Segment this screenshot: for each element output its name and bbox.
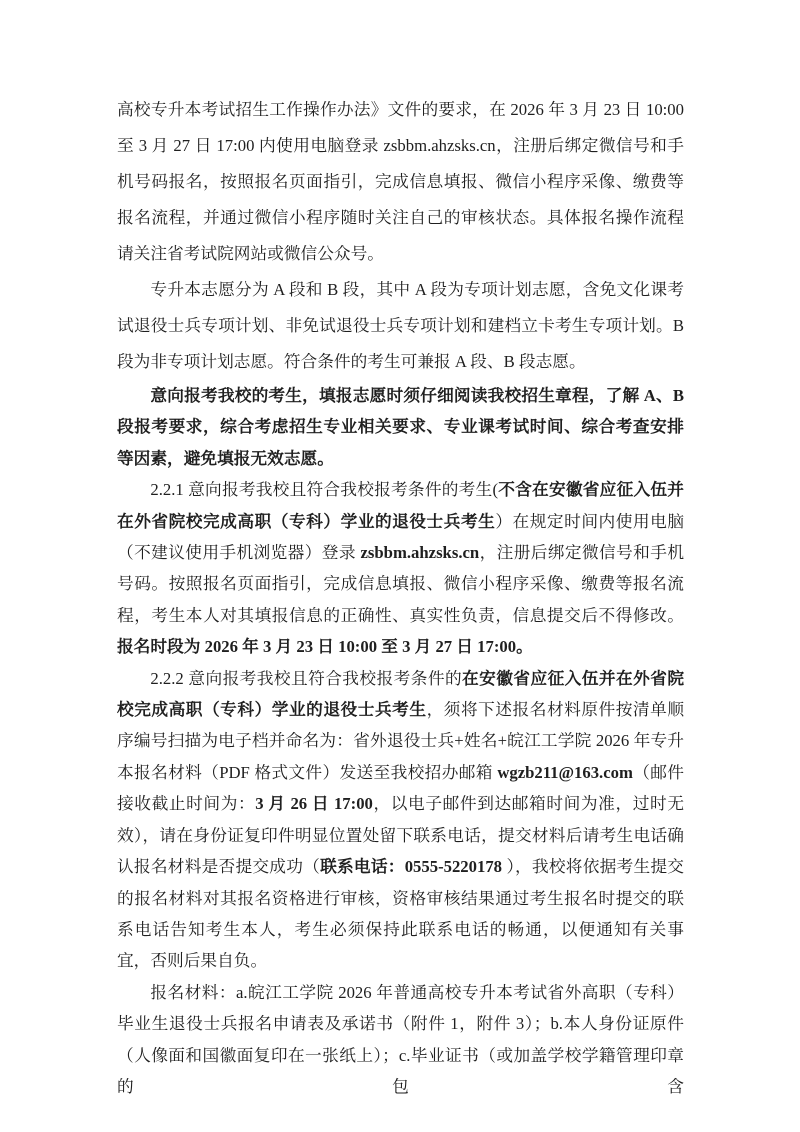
bold-text-run: 在安徽省应征入伍并在外省院校完成高职（专科）学业的退役士兵考生 [117, 668, 685, 720]
bold-text-run: wgzb211@163.com [497, 762, 633, 782]
document-paragraph [117, 474, 684, 662]
text-run: （邮件接收截止时间为： [117, 762, 684, 814]
document-paragraph [117, 380, 684, 474]
text-run: 2.2.2 意向报考我校且符合我校报考条件的 [150, 668, 463, 688]
text-run: ），我校将依据考生提交的报名材料对其报名资格进行审核，资格审核结果通过考生报名时提交的联系电话告知考生本人，考生必须保持此联系电话的畅通，以便通知有关事宜，否则后果自负。 [117, 857, 684, 971]
text-run: ）在规定时间内使用电脑（不建议使用手机浏览器）登录 [117, 511, 685, 563]
text-run: ，注册后绑定微信号和手机号码。按照报名页面指引，完成信息填报、微信小程序采像、缴费等报名流程，考生本人对其填报信息的正确性、真实性负责，信息提交后不得修改。 [117, 543, 685, 625]
text-run: ，须将下述报名材料原件按清单顺序编号扫描为电子档并命名为：省外退役士兵+姓名+皖江工学院 2026 年专升本报名材料（PDF 格式文件）发送至我校招办邮箱 [117, 700, 685, 782]
bold-text-run: zsbbm.ahzsks.cn [360, 543, 480, 563]
bold-text-run: 意向报考我校的考生，填报志愿时须仔细阅读我校招生章程，了解 A、B 段报考要求，综合考虑招生专业相关要求、专业课考试时间、综合考查安排等因素，避免填报无效志愿。 [117, 386, 684, 468]
bold-text-run: 3 月 26 日 17:00 [255, 794, 373, 814]
text-run: 专升本志愿分为 A 段和 B 段，其中 A 段为专项计划志愿，含免文化课考试退役士兵专项计划、非免试退役士兵专项计划和建档立卡考生专项计划。B 段为非专项计划志愿。符合条件的考生可兼报 A 段、B 段志愿。 [117, 280, 684, 371]
bold-text-run: 报名时段为 2026 年 3 月 23 日 10:00 至 3 月 27 日 17:00。 [117, 637, 533, 657]
bold-text-run: 不含在安徽省应征入伍并在外省院校完成高职（专科）学业的退役士兵考生 [117, 480, 684, 531]
bold-text-run: 联系电话：0555-5220178 [320, 857, 507, 877]
document-paragraph [117, 977, 684, 1103]
document-paragraph [117, 92, 684, 272]
text-run: 高校专升本考试招生工作操作办法》文件的要求，在 2026 年 3 月 23 日 10:00 至 3 月 27 日 17:00 内使用电脑登录 zsbbm.ahzsks.cn，注册后绑定微信号和手机号码报名，按照报名页面指引，完成信息填报、微信小程序采像、缴费等报名流程，并通过微信小程序随时关注自己的审核状态。具体报名操作流程请关注省考试院网站或微信公众号。 [117, 100, 684, 263]
document-paragraph [117, 663, 684, 977]
document-paragraph [117, 272, 684, 380]
text-run: 2.2.1 意向报考我校且符合我校报考条件的考生( [150, 480, 499, 500]
text-run: ，以电子邮件到达邮箱时间为准，过时无效），请在身份证复印件明显位置处留下联系电话，提交材料后请考生电话确认报名材料是否提交成功（ [117, 794, 685, 877]
text-run: 报名材料：a.皖江工学院 2026 年普通高校专升本考试省外高职（专科）毕业生退役士兵报名申请表及承诺书（附件 1，附件 3）；b.本人身份证原件（人像面和国徽面复印在一张纸上）；c.毕业证书（或加盖学校学籍管理印章的包含 [117, 982, 684, 1096]
document-body [117, 92, 684, 1102]
